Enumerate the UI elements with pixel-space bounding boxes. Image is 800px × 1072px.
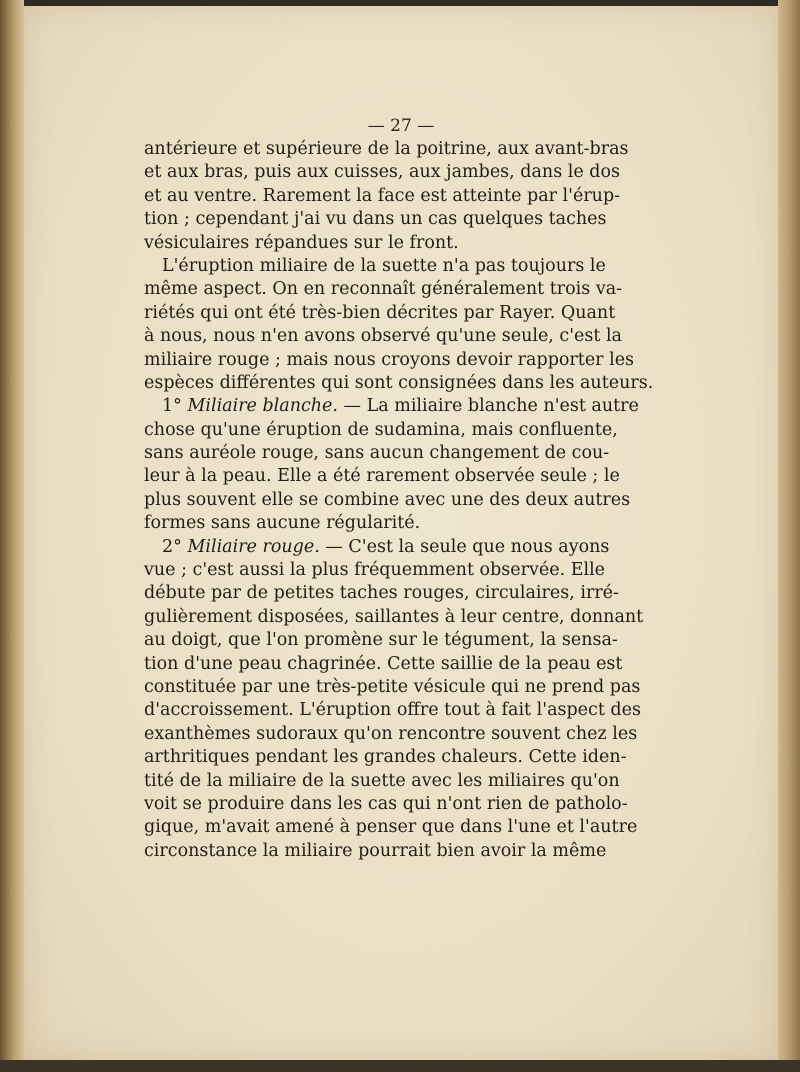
text-line: tité de la miliaire de la suette avec les miliaires qu'on	[144, 770, 620, 791]
text-line: et au ventre. Rarement la face est atteinte par l'érup-	[144, 185, 621, 206]
text-line: exanthèmes sudoraux qu'on rencontre souvent chez les	[144, 723, 638, 744]
text-line: leur à la peau. Elle a été rarement observée seule ; le	[144, 466, 620, 487]
page-edge-right	[778, 0, 800, 1072]
text-line: chose qu'une éruption de sudamina, mais confluente,	[144, 419, 618, 440]
text-line: miliaire rouge ; mais nous croyons devoir rapporter les	[144, 349, 635, 370]
book-page	[24, 6, 778, 1060]
section-heading: Miliaire rouge.	[187, 536, 320, 557]
text-line: antérieure et supérieure de la poitrine, aux avant-bras	[144, 139, 629, 159]
text-line: 1° Miliaire blanche. — La miliaire blanche n'est autre	[162, 396, 639, 417]
text-line: circonstance la miliaire pourrait bien avoir la même	[144, 840, 607, 861]
page-number: — 27 —	[367, 116, 435, 136]
text-line: sans auréole rouge, sans aucun changement de cou-	[144, 443, 610, 464]
text-line: voit se produire dans les cas qui n'ont rien de patholo-	[144, 793, 628, 814]
text-line: vue ; c'est aussi la plus fréquemment observée. Elle	[144, 560, 606, 581]
text-line: 2° Miliaire rouge. — C'est la seule que nous ayons	[162, 536, 610, 557]
text-line: plus souvent elle se combine avec une des deux autres	[144, 489, 631, 510]
text-line: L'éruption miliaire de la suette n'a pas toujours le	[162, 255, 606, 276]
text-line: gique, m'avait amené à penser que dans l'une et l'autre	[144, 817, 638, 838]
text-line: espèces différentes qui sont consignées dans les auteurs.	[144, 372, 654, 393]
page-text	[144, 138, 654, 863]
text-line: tion ; cependant j'ai vu dans un cas quelques taches	[144, 209, 607, 230]
text-line: gulièrement disposées, saillantes à leur centre, donnant	[144, 606, 644, 627]
text-line: riétés qui ont été très-bien décrites par Rayer. Quant	[144, 302, 616, 323]
text-line: arthritiques pendant les grandes chaleurs. Cette iden-	[144, 747, 627, 768]
section-heading: Miliaire blanche.	[187, 396, 338, 417]
text-line: au doigt, que l'on promène sur le tégument, la sensa-	[144, 630, 618, 651]
text-line: à nous, nous n'en avons observé qu'une seule, c'est la	[144, 326, 622, 347]
text-line: vésiculaires répandues sur le front.	[144, 232, 459, 253]
text-line: même aspect. On en reconnaît généralement trois va-	[144, 279, 623, 300]
text-line: d'accroissement. L'éruption offre tout à fait l'aspect des	[144, 700, 641, 721]
book-spine	[0, 0, 24, 1072]
scan-bottom-edge	[0, 1060, 800, 1072]
text-line: débute par de petites taches rouges, circulaires, irré-	[144, 583, 619, 604]
text-line: tion d'une peau chagrinée. Cette saillie de la peau est	[144, 653, 623, 674]
text-line: constituée par une très-petite vésicule qui ne prend pas	[144, 676, 641, 697]
text-line: formes sans aucune régularité.	[144, 513, 421, 534]
text-line: et aux bras, puis aux cuisses, aux jambes, dans le dos	[144, 162, 620, 183]
